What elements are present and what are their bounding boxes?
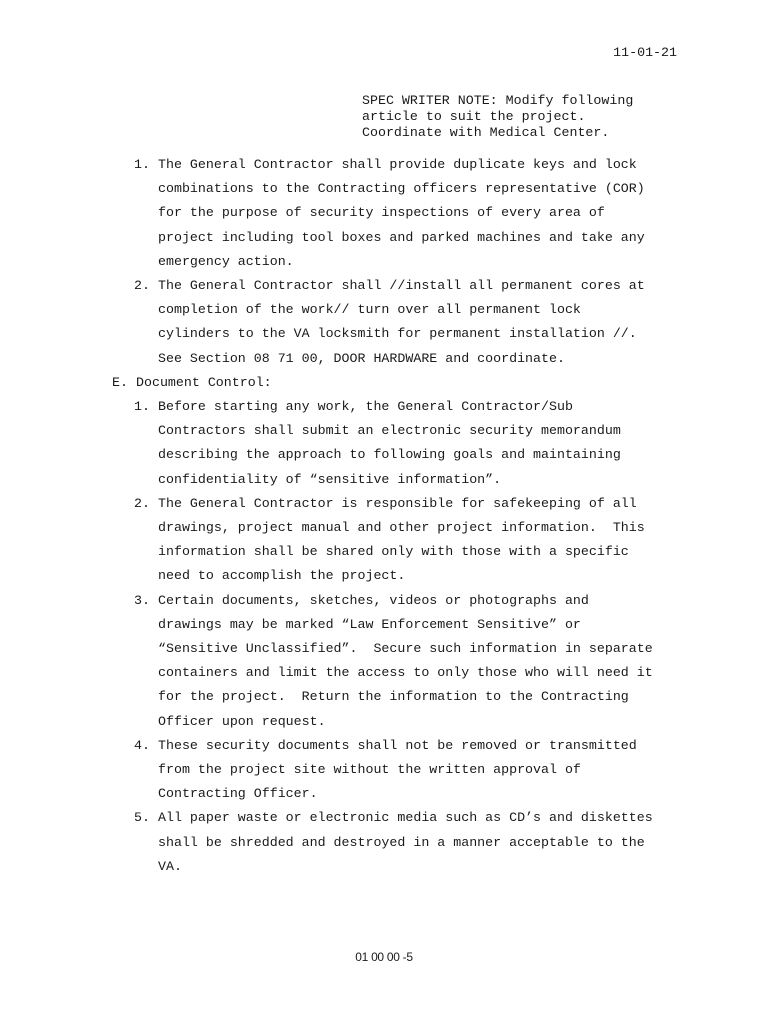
list-item bbox=[0, 492, 768, 589]
item-line: need to accomplish the project. bbox=[158, 568, 406, 584]
note-line: SPEC WRITER NOTE: Modify following bbox=[362, 93, 634, 108]
item-text bbox=[0, 153, 678, 274]
spec-writer-note bbox=[362, 93, 633, 141]
item-text bbox=[0, 589, 678, 734]
item-line: for the project. Return the information to the Contracting bbox=[158, 689, 629, 705]
note-line: article to suit the project. bbox=[362, 109, 586, 124]
list-item bbox=[0, 734, 768, 807]
item-line: cylinders to the VA locksmith for permanent installation //. bbox=[158, 326, 637, 342]
item-text bbox=[0, 274, 678, 371]
list-item bbox=[0, 806, 768, 879]
item-text bbox=[0, 492, 678, 589]
item-line: drawings may be marked “Law Enforcement Sensitive” or bbox=[158, 616, 581, 632]
item-number: 2. bbox=[134, 495, 150, 511]
section-letter: E. bbox=[112, 374, 128, 390]
item-line: VA. bbox=[158, 858, 182, 874]
item-line: information shall be shared only with those with a specific bbox=[158, 544, 629, 560]
item-line: emergency action. bbox=[158, 253, 294, 269]
item-text bbox=[0, 395, 678, 492]
item-line: Before starting any work, the General Contractor/Sub bbox=[158, 399, 573, 415]
item-line: for the purpose of security inspections of every area of bbox=[158, 205, 605, 221]
item-line: drawings, project manual and other project information. This bbox=[158, 520, 645, 536]
page-footer-number: 01 00 00 -5 bbox=[355, 950, 413, 964]
item-line: “Sensitive Unclassified”. Secure such information in separate bbox=[158, 641, 653, 657]
item-line: Officer upon request. bbox=[158, 713, 326, 729]
list-item bbox=[0, 589, 768, 734]
item-line: confidentiality of “sensitive information”. bbox=[158, 471, 502, 487]
document-body bbox=[0, 153, 768, 879]
item-line: completion of the work// turn over all permanent lock bbox=[158, 302, 581, 318]
item-line: containers and limit the access to only those who will need it bbox=[158, 665, 653, 681]
item-text bbox=[0, 806, 678, 879]
item-line: shall be shredded and destroyed in a manner acceptable to the bbox=[158, 834, 645, 850]
list-item bbox=[0, 395, 768, 492]
section-title: Document Control: bbox=[136, 374, 272, 390]
item-line: project including tool boxes and parked machines and take any bbox=[158, 229, 645, 245]
item-line: All paper waste or electronic media such as CD’s and diskettes bbox=[158, 810, 653, 826]
item-number: 1. bbox=[134, 157, 150, 172]
item-line: Contractors shall submit an electronic security memorandum bbox=[158, 423, 621, 439]
list-item bbox=[0, 153, 768, 274]
item-number: 4. bbox=[134, 737, 150, 753]
note-line: Coordinate with Medical Center. bbox=[362, 125, 610, 140]
section-heading bbox=[0, 371, 768, 395]
item-line: The General Contractor shall provide duplicate keys and lock bbox=[158, 157, 637, 172]
item-line: from the project site without the written approval of bbox=[158, 762, 581, 778]
item-number: 1. bbox=[134, 399, 150, 415]
item-line: The General Contractor is responsible for safekeeping of all bbox=[158, 495, 637, 511]
item-line: Contracting Officer. bbox=[158, 786, 318, 802]
list-item bbox=[0, 274, 768, 371]
item-line: These security documents shall not be removed or transmitted bbox=[158, 737, 637, 753]
item-line: combinations to the Contracting officers representative (COR) bbox=[158, 181, 645, 197]
page-date: 11-01-21 bbox=[613, 45, 677, 60]
item-line: Certain documents, sketches, videos or photographs and bbox=[158, 592, 589, 608]
item-text bbox=[0, 734, 678, 807]
item-line: See Section 08 71 00, DOOR HARDWARE and coordinate. bbox=[158, 350, 565, 366]
item-number: 2. bbox=[134, 278, 150, 294]
item-number: 5. bbox=[134, 810, 150, 826]
item-number: 3. bbox=[134, 592, 150, 608]
item-line: The General Contractor shall //install all permanent cores at bbox=[158, 278, 645, 294]
item-line: describing the approach to following goals and maintaining bbox=[158, 447, 621, 463]
